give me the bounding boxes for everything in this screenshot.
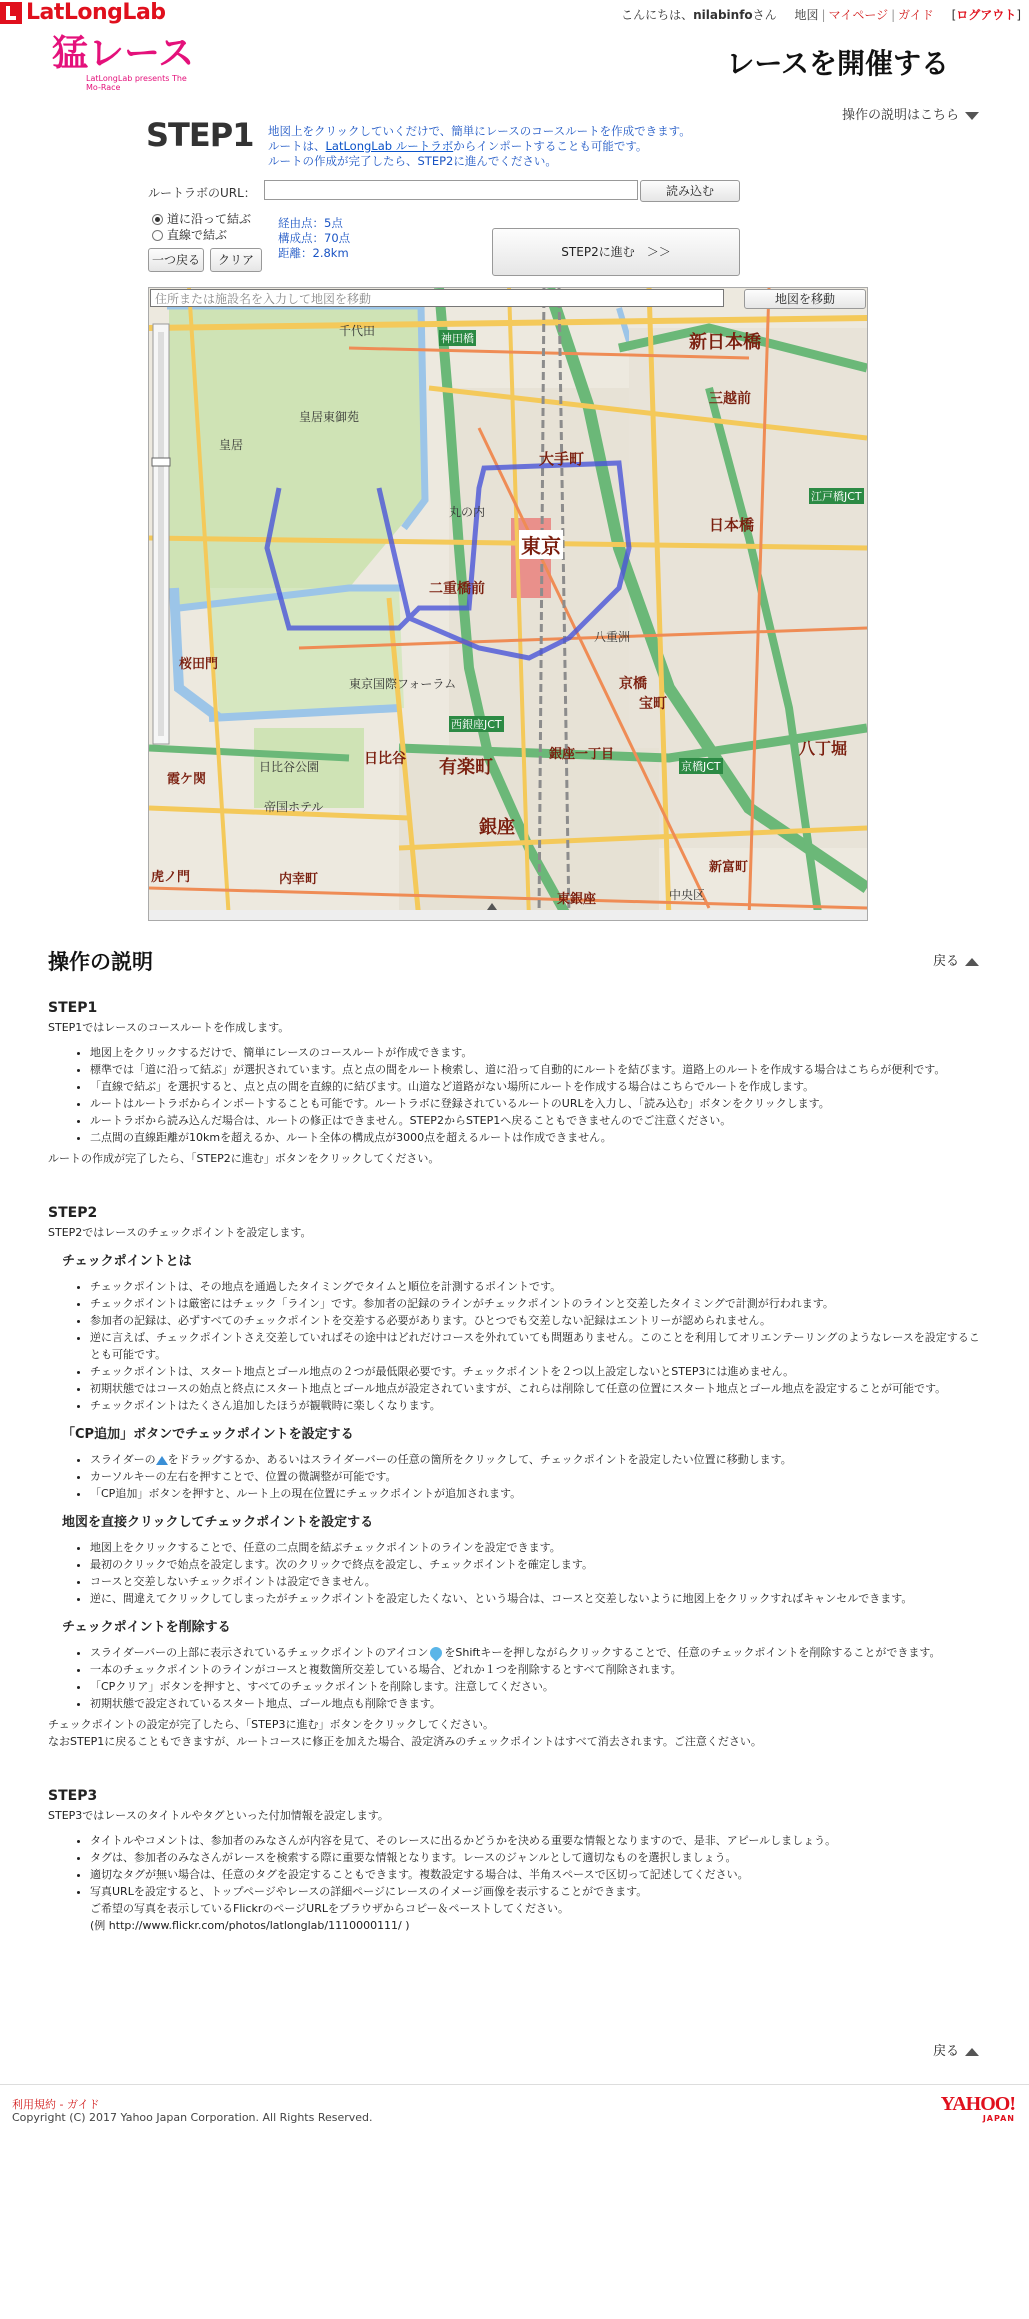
- list-item: • 最初のクリックで始点を設定します。次のクリックで終点を設定し、チェックポイントを確定します。: [90, 1556, 980, 1573]
- stats-points: 構成点：70点: [278, 231, 351, 245]
- username: nilabinfo: [693, 8, 753, 22]
- list-item: • チェックポイントはたくさん追加したほうが観戦時に楽しくなります。: [90, 1397, 980, 1414]
- latlonglab-logo[interactable]: [0, 0, 166, 25]
- step3-intro: STEP3ではレースのタイトルやタグといった付加情報を設定します。: [48, 1809, 389, 1822]
- cp-heading: チェックポイントとは: [62, 1254, 192, 1269]
- radio-follow-road[interactable]: [152, 210, 251, 227]
- list-item: • コースと交差しないチェックポイントは設定できません。: [90, 1573, 980, 1590]
- cp-click-list: [48, 1539, 980, 1607]
- map-label-edobashi-jct: 江戸橋JCT: [811, 490, 862, 503]
- map-label-higashiginza: 東銀座: [557, 892, 597, 907]
- nav-mypage-link[interactable]: マイページ: [828, 8, 889, 22]
- stats-waypoints: 経由点：5点: [278, 216, 343, 230]
- map-label-ginza: 銀座: [479, 817, 515, 838]
- map-label-takaracho: 宝町: [639, 696, 667, 712]
- user-bar: こんにちは、nilabinfoさん 地図 | マイページ | ガイド [ログアウト]: [621, 8, 1021, 22]
- list-item: • 適切なタグが無い場合は、任意のタグを設定することもできます。複数設定する場合は、半角スペースで区切って記述してください。: [90, 1866, 980, 1883]
- photo-line3: (例 http://www.flickr.com/photos/latlonglab/1110000111/ ): [90, 1919, 410, 1932]
- list-item-text: スライダーの: [90, 1453, 156, 1466]
- list-item: • 初期状態ではコースの始点と終点にスタート地点とゴール地点が設定されていますが、これらは削除して任意の位置にスタート地点とゴール地点を設定することが可能です。: [90, 1380, 980, 1397]
- map-label-marunouchi: 丸の内: [449, 505, 486, 519]
- list-item-text: スライダーバーの上部に表示されているチェックポイントのアイコン: [90, 1646, 429, 1659]
- list-item: • タグは、参加者のみなさんがレースを検索する際に重要な情報となります。レースのジャンルとして適切なものを選択しましょう。: [90, 1849, 980, 1866]
- yahoo-logo-text: YAHOO!: [940, 2093, 1015, 2115]
- race-logo[interactable]: [52, 34, 202, 90]
- list-item: • ルートラボから読み込んだ場合は、ルートの修正はできません。STEP2からSTEP1へ戻ることもできませんのでご注意ください。: [90, 1112, 980, 1129]
- map-label-nijubashimae: 二重橋前: [429, 581, 485, 597]
- step3-heading: STEP3: [48, 1788, 98, 1804]
- list-item: • 「CPクリア」ボタンを押すと、すべてのチェックポイントを削除します。注意してください。: [90, 1678, 980, 1695]
- photo-line1: • 写真URLを設定すると、トップページやレースの詳細ページにレースのイメージ画像を表示することができます。: [90, 1885, 648, 1898]
- step1-outro: ルートの作成が完了したら、「STEP2に進む」ボタンをクリックしてください。: [48, 1152, 440, 1165]
- explanation-content: [48, 1000, 980, 1938]
- routelab-url-label: ルートラボのURL：: [148, 186, 256, 200]
- list-item-text: をShiftキーを押しながらクリックすることで、任意のチェックポイントを削除することができます。: [444, 1646, 941, 1659]
- step2-next-button[interactable]: STEP2に進む ＞＞: [492, 228, 740, 276]
- footer-divider: [0, 2084, 1029, 2085]
- list-item: [90, 1451, 980, 1468]
- route-stats: [278, 216, 350, 261]
- footer-links: 利用規約 - ガイド: [12, 2098, 100, 2111]
- map-label-kyobashi-jct: 京橋JCT: [681, 760, 721, 773]
- step1-desc-line2-pre: ルートは、: [268, 139, 326, 153]
- map-label-nishiginza-jct: 西銀座JCT: [451, 718, 502, 731]
- explanation-title: 操作の説明: [48, 950, 153, 974]
- slider-handle-icon: [156, 1456, 168, 1465]
- map-label-mitsukoshimae: 三越前: [709, 391, 751, 407]
- map-label-hatchobori: 八丁堀: [799, 739, 848, 758]
- checkpoint-pin-icon: [428, 1645, 445, 1662]
- terms-link[interactable]: 利用規約: [12, 2098, 56, 2111]
- map-label-hibiya: 日比谷: [364, 751, 406, 767]
- map-label-imperial-hotel: 帝国ホテル: [264, 800, 324, 814]
- help-link[interactable]: [842, 104, 979, 123]
- cp-delete-list: [48, 1644, 980, 1712]
- map-label-nihonbashi: 日本橋: [709, 516, 755, 534]
- list-item: • 初期状態で設定されているスタート地点、ゴール地点も削除できます。: [90, 1695, 980, 1712]
- clear-button[interactable]: クリア: [210, 248, 262, 272]
- step1-heading: STEP1: [48, 1000, 98, 1016]
- help-link-label: 操作の説明はこちら: [841, 108, 959, 123]
- footer-guide-link[interactable]: ガイド: [66, 2098, 100, 2111]
- step2-heading: STEP2: [48, 1205, 98, 1221]
- radio-checked-icon[interactable]: [152, 214, 163, 225]
- map-label-shintomicho: 新富町: [709, 860, 749, 875]
- map-label-sakuradamon: 桜田門: [179, 657, 219, 672]
- back-label: 戻る: [932, 954, 959, 969]
- list-item: • 地図上をクリックすることで、任意の二点間を結ぶチェックポイントのラインを設定できます。: [90, 1539, 980, 1556]
- load-button[interactable]: 読み込む: [640, 180, 740, 202]
- map-label-kandabashi: 神田橋: [441, 332, 474, 345]
- list-item: [90, 1644, 980, 1661]
- route-map[interactable]: [148, 287, 868, 921]
- cp-add-list: [48, 1451, 980, 1502]
- step2-outro1: チェックポイントの設定が完了したら、「STEP3に進む」ボタンをクリックしてください。: [48, 1718, 495, 1731]
- race-logo-text: 猛レース: [52, 33, 195, 74]
- list-item: • 参加者の記録は、必ずすべてのチェックポイントを交差する必要があります。ひとつでも交差しない記録はエントリーが認められません。: [90, 1312, 980, 1329]
- nav-guide-link[interactable]: ガイド: [898, 8, 934, 22]
- radio-straight-line[interactable]: [152, 226, 227, 243]
- map-label-ginza-itchome: 銀座一丁目: [549, 747, 615, 762]
- back-label: 戻る: [932, 2044, 959, 2059]
- list-item: • 「CP追加」ボタンを押すと、ルート上の現在位置にチェックポイントが追加されます。: [90, 1485, 980, 1502]
- map-move-button[interactable]: 地図を移動: [744, 289, 866, 309]
- radio-follow-road-label: 道に沿って結ぶ: [167, 212, 252, 226]
- back-to-top-link-bottom[interactable]: [933, 2040, 979, 2059]
- map-label-kyobashi: 京橋: [619, 676, 647, 692]
- chevron-down-icon: [965, 112, 979, 120]
- list-item: • チェックポイントは厳密にはチェック「ライン」です。参加者の記録のラインがチェックポイントのラインと交差したタイミングで計測が行われます。: [90, 1295, 980, 1312]
- map-label-kokyo-higashigyoen: 皇居東御苑: [299, 410, 360, 424]
- nav-map-link[interactable]: 地図: [794, 8, 819, 22]
- step1-description: [268, 124, 691, 169]
- list-item: • 「直線で結ぶ」を選択すると、点と点の間を直線的に結びます。山道など道路がない場所にルートを作成する場合はこちらでルートを作成します。: [90, 1078, 980, 1095]
- stats-distance: 距離：2.8km: [278, 246, 349, 260]
- list-item-text: をドラッグするか、あるいはスライダーバーの任意の箇所をクリックして、チェックポイントを設定したい位置に移動します。: [167, 1453, 792, 1466]
- race-logo-subtitle: LatLongLab presents The Mo-Race: [86, 74, 187, 92]
- list-item: • 逆に、間違えてクリックしてしまったがチェックポイントを設定したくない、という場合は、コースと交差しないように地図上をクリックすればキャンセルできます。: [90, 1590, 980, 1607]
- map-label-yurakucho: 有楽町: [439, 757, 493, 778]
- map-label-yaesu: 八重洲: [594, 630, 631, 644]
- list-item: • 地図上をクリックするだけで、簡単にレースのコースルートが作成できます。: [90, 1044, 980, 1061]
- routelab-url-input[interactable]: [264, 180, 638, 200]
- cp-list: [48, 1278, 980, 1414]
- radio-unchecked-icon[interactable]: [152, 230, 163, 241]
- map-label-tokyo-forum: 東京国際フォーラム: [349, 677, 457, 691]
- step1-desc-line2-post: からインポートすることも可能です。: [453, 139, 648, 153]
- map-label-kokyo: 皇居: [219, 438, 244, 452]
- step1-list: [48, 1044, 980, 1146]
- list-item: [90, 1883, 980, 1934]
- logout-link[interactable]: ログアウト: [956, 8, 1017, 22]
- greeting-suffix: さん: [752, 8, 777, 22]
- list-item: • 一本のチェックポイントのラインがコースと複数箇所交差している場合、どれか１つを削除するとすべて削除されます。: [90, 1661, 980, 1678]
- photo-line2: ご希望の写真を表示しているFlickrのページURLをブラウザからコピー＆ペーストしてください。: [90, 1902, 569, 1915]
- undo-button[interactable]: 一つ戻る: [148, 248, 204, 272]
- copyright: Copyright (C) 2017 Yahoo Japan Corporation. All Rights Reserved.: [12, 2111, 373, 2124]
- map-label-toranomon: 虎ノ門: [151, 870, 191, 885]
- step2-intro: STEP2ではレースのチェックポイントを設定します。: [48, 1226, 312, 1239]
- map-label-otemachi: 大手町: [539, 450, 585, 468]
- map-search-input[interactable]: 住所または施設名を入力して地図を移動: [150, 289, 724, 307]
- yahoo-logo-sub: JAPAN: [982, 2114, 1015, 2123]
- step3-list: [48, 1832, 980, 1934]
- list-item: • チェックポイントは、その地点を通過したタイミングでタイムと順位を計測するポイントです。: [90, 1278, 980, 1295]
- back-to-top-link[interactable]: [933, 950, 979, 969]
- chevron-up-icon: [965, 958, 979, 966]
- map-label-shin-nihonbashi: 新日本橋: [689, 332, 761, 353]
- chevron-up-icon: [965, 2048, 979, 2056]
- page-title: レースを開催する: [726, 47, 949, 80]
- list-item: • 二点間の直線距離が10kmを超えるか、ルート全体の構成点が3000点を超えるルートは作成できません。: [90, 1129, 980, 1146]
- step2-outro2: なおSTEP1に戻ることもできますが、ルートコースに修正を加えた場合、設定済みのチェックポイントはすべて消去されます。ご注意ください。: [48, 1735, 762, 1748]
- logo-text: LatLongLab: [26, 0, 166, 25]
- list-item: • カーソルキーの左右を押すことで、位置の微調整が可能です。: [90, 1468, 980, 1485]
- radio-straight-line-label: 直線で結ぶ: [167, 228, 228, 242]
- list-item: • チェックポイントは、スタート地点とゴール地点の２つが最低限必要です。チェックポイントを２つ以上設定しないとSTEP3には進めません。: [90, 1363, 980, 1380]
- cp-click-heading: 地図を直接クリックしてチェックポイントを設定する: [62, 1515, 374, 1530]
- map-label-kasumigaseki: 霞ケ関: [167, 772, 207, 787]
- map-label-hibiya-koen: 日比谷公園: [259, 760, 320, 774]
- latlonglab-logo-icon: [0, 2, 22, 24]
- step1-desc-line3: ルートの作成が完了したら、STEP2に進んでください。: [268, 154, 557, 168]
- cp-add-heading: 「CP追加」ボタンでチェックポイントを設定する: [62, 1427, 354, 1442]
- map-label-chuo-ku: 中央区: [669, 888, 706, 902]
- map-label-uchisaiwaicho: 内幸町: [279, 872, 319, 887]
- step1-intro: STEP1ではレースのコースルートを作成します。: [48, 1021, 290, 1034]
- greeting-prefix: こんにちは、: [621, 8, 694, 22]
- list-item: • タイトルやコメントは、参加者のみなさんが内容を見て、そのレースに出るかどうかを決める重要な情報となりますので、是非、アピールしましょう。: [90, 1832, 980, 1849]
- list-item: • 標準では「道に沿って結ぶ」が選択されています。点と点の間をルート検索し、道に沿って自動的にルートを結びます。道路上のルートを作成する場合はこちらが便利です。: [90, 1061, 980, 1078]
- routelab-link[interactable]: LatLongLab ルートラボ: [325, 139, 454, 153]
- map-label-tokyo: 東京: [519, 530, 563, 559]
- step1-desc-line1: 地図上をクリックしていくだけで、簡単にレースのコースルートを作成できます。: [268, 124, 691, 138]
- list-item: • 逆に言えば、チェックポイントさえ交差していればその途中はどれだけコースを外れていても問題ありません。このことを利用してオリエンテーリングのようなレースを設定することも可能です。: [90, 1329, 980, 1363]
- cp-delete-heading: チェックポイントを削除する: [62, 1620, 231, 1635]
- list-item: • ルートはルートラボからインポートすることも可能です。ルートラボに登録されているルートのURLを入力し、「読み込む」ボタンをクリックします。: [90, 1095, 980, 1112]
- map-label-chiyoda: 千代田: [339, 324, 376, 338]
- yahoo-japan-logo[interactable]: [941, 2094, 1015, 2123]
- step1-label: STEP1: [146, 116, 254, 154]
